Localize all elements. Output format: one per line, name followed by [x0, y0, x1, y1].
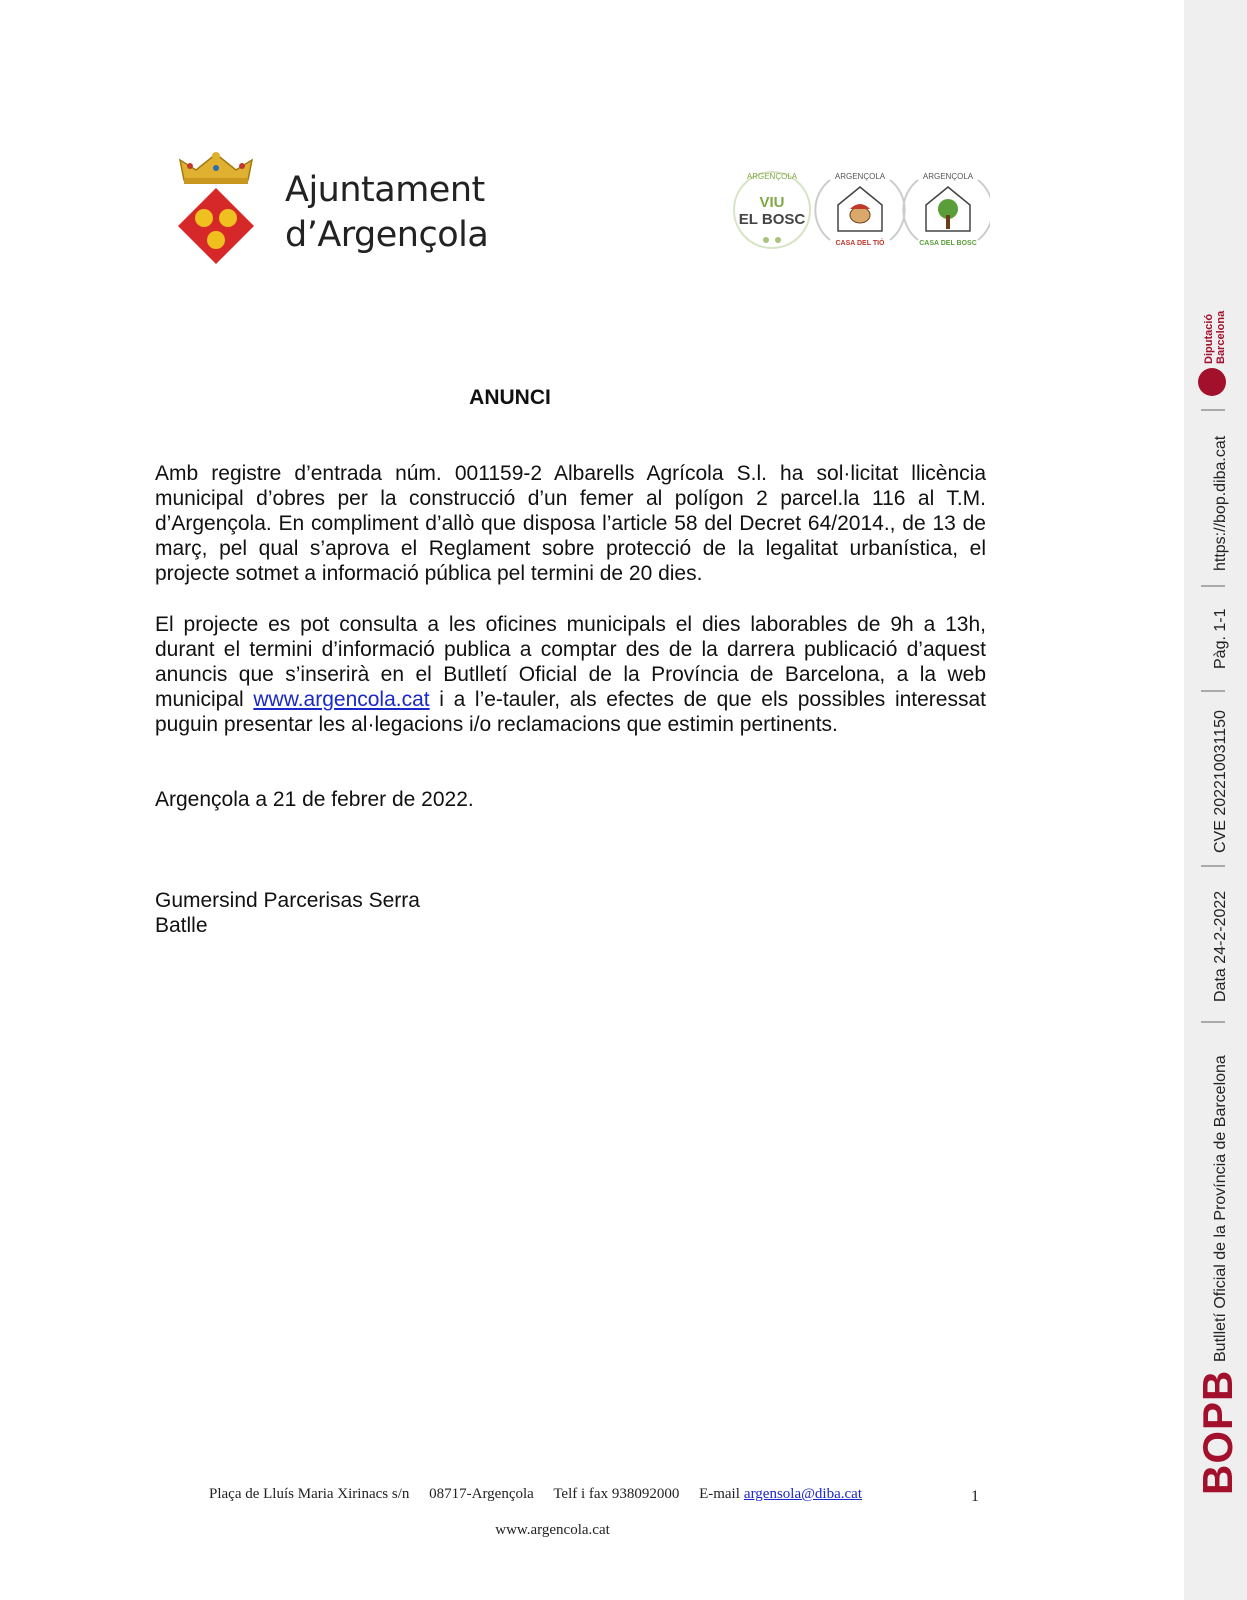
sidebar-separator: [1201, 865, 1225, 867]
document-title: ANUNCI: [469, 386, 551, 409]
announcement-paragraph-2: El projecte es pot consulta a les oficines municipals el dies laborables de 9h a 13h, durant el termini d’informació publica a comptar des de la darrera publicació d’aquest anuncis que s’inserirà en el Butlletí Oficial de la Província de Barcelona, a la web municipal www.argencola.cat i a l’e-tauler, als efectes de que els possibles interessat puguin presentar les al·legacions i/o reclamacions que estimin pertinents.: [155, 613, 986, 736]
coat-of-arms-icon: [176, 150, 256, 270]
viu-el-bosc-badge-icon: [734, 172, 810, 248]
footer-postal: 08717-Argençola: [429, 1486, 534, 1502]
footer-phone: Telf i fax 938092000: [553, 1486, 680, 1502]
svg-text:VIU: VIU: [759, 194, 785, 211]
svg-text:ARGENÇOLA: ARGENÇOLA: [746, 172, 798, 181]
footer-contact: [209, 1486, 862, 1503]
sidebar-separator: [1201, 1021, 1225, 1023]
svg-text:ARGENÇOLA: ARGENÇOLA: [834, 172, 886, 181]
svg-text:EL BOSC: EL BOSC: [738, 211, 806, 228]
sidebar-separator: [1201, 409, 1225, 411]
municipality-name: Ajuntament d’Argençola: [285, 170, 489, 255]
municipal-website-link[interactable]: www.argencola.cat: [253, 688, 430, 711]
tourism-badges: [730, 165, 990, 260]
footer-email-label: E-mail: [699, 1486, 740, 1502]
svg-text:CASA DEL BOSC: CASA DEL BOSC: [919, 240, 977, 247]
date-line: Argençola a 21 de febrer de 2022.: [155, 788, 474, 811]
footer-address: Plaça de Lluís Maria Xirinacs s/n: [209, 1486, 410, 1502]
diputacio-logo-text: Diputació Barcelona: [1203, 310, 1227, 364]
signature-block: [155, 888, 420, 938]
sidebar-page: Pàg. 1-1: [1212, 608, 1229, 669]
sidebar-cve: CVE 202210031150: [1212, 710, 1229, 853]
svg-text:ARGENÇOLA: ARGENÇOLA: [922, 172, 974, 181]
sidebar-date: Data 24-2-2022: [1212, 890, 1229, 1002]
diputacio-seal-icon: [1198, 368, 1226, 396]
casa-del-tio-badge-icon: [815, 172, 904, 247]
casa-del-bosc-badge-icon: [903, 172, 990, 247]
announcement-paragraph-1: Amb registre d’entrada núm. 001159-2 Albarells Agrícola S.l. ha sol·licitat llicència municipal d’obres per la construcció d’un femer al polígon 2 parcel.la 116 al T.M. d’Argençola. En compliment d’allò que disposa l’article 58 del Decret 64/2014., de 13 de març, pel qual s’aprova el Reglament sobre protecció de la legalitat urbanística, el projecte sotmet a informació pública pel termini de 20 dies.: [155, 462, 986, 585]
bopb-brand: BOPB: [1194, 1369, 1241, 1495]
sidebar-separator: [1201, 690, 1225, 692]
signer-name: Gumersind Parcerisas Serra: [155, 889, 420, 912]
page-number: 1: [971, 1488, 979, 1505]
footer-website: www.argencola.cat: [495, 1522, 610, 1538]
sidebar-url[interactable]: https://bop.diba.cat: [1212, 435, 1229, 571]
sidebar-publication: Butlletí Oficial de la Província de Barcelona: [1212, 1055, 1229, 1362]
svg-text:CASA DEL TIÓ: CASA DEL TIÓ: [835, 240, 885, 247]
footer-email-link[interactable]: argensola@diba.cat: [743, 1486, 862, 1502]
sidebar-separator: [1201, 585, 1225, 587]
signer-title: Batlle: [155, 914, 208, 937]
